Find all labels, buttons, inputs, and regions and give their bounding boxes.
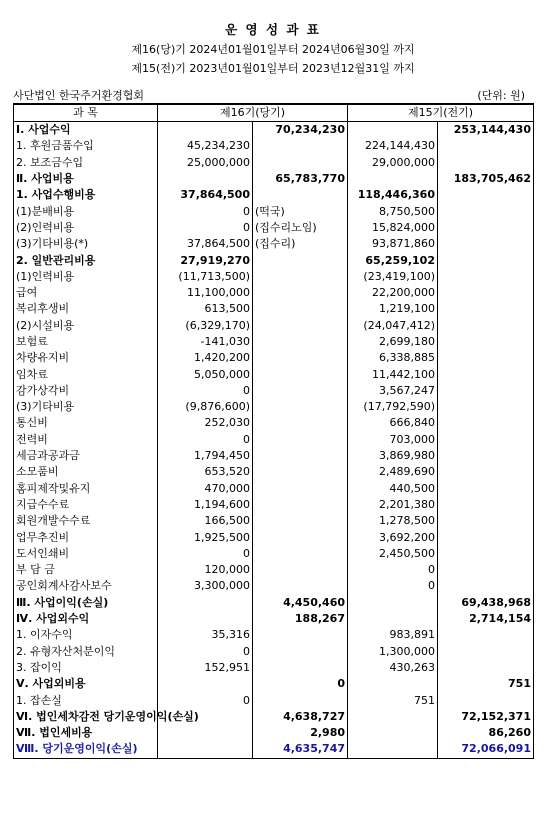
prior-detail-cell: 3,869,980 bbox=[348, 448, 438, 464]
prior-total-cell bbox=[438, 464, 534, 480]
report-title: 운 영 성 과 표 bbox=[225, 22, 321, 37]
prior-total-cell bbox=[438, 546, 534, 562]
prior-detail-cell: 0 bbox=[348, 578, 438, 594]
current-total-cell: 4,638,727 bbox=[253, 709, 348, 725]
prior-total-cell bbox=[438, 334, 534, 350]
table-row bbox=[14, 741, 534, 758]
current-total-cell bbox=[253, 578, 348, 594]
note-cell: (떡국) bbox=[253, 203, 348, 219]
prior-detail-cell: (17,792,590) bbox=[348, 399, 438, 415]
prior-total-cell bbox=[438, 318, 534, 334]
current-total-cell bbox=[253, 187, 348, 203]
account-cell: 3. 잡이익 bbox=[14, 660, 158, 676]
account-cell: 임차료 bbox=[14, 366, 158, 382]
table-row bbox=[14, 481, 534, 497]
account-cell: 도서인쇄비 bbox=[14, 546, 158, 562]
account-cell: Ⅵ. 법인세차감전 당기운영이익(손실) bbox=[14, 709, 158, 725]
table-row bbox=[14, 578, 534, 594]
prior-total-cell bbox=[438, 627, 534, 643]
account-cell: 업무추진비 bbox=[14, 529, 158, 545]
current-detail-cell: 1,925,500 bbox=[158, 529, 253, 545]
current-detail-cell: 1,794,450 bbox=[158, 448, 253, 464]
prior-total-cell bbox=[438, 187, 534, 203]
table-row bbox=[14, 611, 534, 627]
current-total-cell: 65,783,770 bbox=[253, 171, 348, 187]
prior-total-cell bbox=[438, 269, 534, 285]
current-detail-cell: 27,919,270 bbox=[158, 252, 253, 268]
table-row bbox=[14, 171, 534, 187]
account-cell: (2)시설비용 bbox=[14, 318, 158, 334]
prior-detail-cell bbox=[348, 122, 438, 139]
prior-total-cell bbox=[438, 155, 534, 171]
current-total-cell: 70,234,230 bbox=[253, 122, 348, 139]
current-detail-cell: 11,100,000 bbox=[158, 285, 253, 301]
account-cell: 차량유지비 bbox=[14, 350, 158, 366]
table-row bbox=[14, 627, 534, 643]
current-total-cell bbox=[253, 285, 348, 301]
current-total-cell bbox=[253, 138, 348, 154]
table-row bbox=[14, 236, 534, 252]
prior-total-cell bbox=[438, 203, 534, 219]
current-total-cell bbox=[253, 383, 348, 399]
prior-detail-cell: 1,278,500 bbox=[348, 513, 438, 529]
table-body bbox=[14, 122, 534, 759]
prior-detail-cell: 2,450,500 bbox=[348, 546, 438, 562]
prior-detail-cell bbox=[348, 676, 438, 692]
prior-total-cell: 253,144,430 bbox=[438, 122, 534, 139]
current-total-cell bbox=[253, 546, 348, 562]
table-row bbox=[14, 529, 534, 545]
prior-total-cell bbox=[438, 350, 534, 366]
account-cell: Ⅲ. 사업이익(손실) bbox=[14, 595, 158, 611]
table-row bbox=[14, 415, 534, 431]
current-detail-cell bbox=[158, 611, 253, 627]
account-cell: Ⅳ. 사업외수익 bbox=[14, 611, 158, 627]
table-row bbox=[14, 318, 534, 334]
table-row bbox=[14, 122, 534, 139]
current-detail-cell: 166,500 bbox=[158, 513, 253, 529]
account-cell: 복리후생비 bbox=[14, 301, 158, 317]
prior-detail-cell: 8,750,500 bbox=[348, 203, 438, 219]
current-detail-cell bbox=[158, 676, 253, 692]
prior-detail-cell: 2,489,690 bbox=[348, 464, 438, 480]
table-row bbox=[14, 252, 534, 268]
current-total-cell: 2,980 bbox=[253, 725, 348, 741]
account-cell: Ⅶ. 법인세비용 bbox=[14, 725, 158, 741]
current-total-cell: 4,450,460 bbox=[253, 595, 348, 611]
prior-detail-cell: 0 bbox=[348, 562, 438, 578]
prior-detail-cell: 751 bbox=[348, 692, 438, 708]
prior-detail-cell: 22,200,000 bbox=[348, 285, 438, 301]
current-detail-cell: (6,329,170) bbox=[158, 318, 253, 334]
account-cell: 지급수수료 bbox=[14, 497, 158, 513]
prior-detail-cell: 11,442,100 bbox=[348, 366, 438, 382]
table-row bbox=[14, 546, 534, 562]
current-detail-cell bbox=[158, 741, 253, 758]
current-detail-cell: 470,000 bbox=[158, 481, 253, 497]
prior-total-cell bbox=[438, 481, 534, 497]
current-detail-cell: 35,316 bbox=[158, 627, 253, 643]
prior-detail-cell: 3,567,247 bbox=[348, 383, 438, 399]
prior-total-cell bbox=[438, 383, 534, 399]
table-row bbox=[14, 269, 534, 285]
current-total-cell bbox=[253, 513, 348, 529]
prior-total-cell bbox=[438, 692, 534, 708]
period-current: 제16(당)기 2024년01월01일부터 2024년06월30일 까지 bbox=[131, 43, 415, 56]
current-total-cell bbox=[253, 660, 348, 676]
table-row bbox=[14, 366, 534, 382]
account-cell: Ⅴ. 사업외비용 bbox=[14, 676, 158, 692]
prior-total-cell: 86,260 bbox=[438, 725, 534, 741]
table-row bbox=[14, 432, 534, 448]
current-detail-cell: 1,420,200 bbox=[158, 350, 253, 366]
table-row bbox=[14, 497, 534, 513]
table-row bbox=[14, 725, 534, 741]
current-detail-cell: (11,713,500) bbox=[158, 269, 253, 285]
account-cell: (3)기타비용 bbox=[14, 399, 158, 415]
table-row bbox=[14, 448, 534, 464]
prior-total-cell bbox=[438, 562, 534, 578]
prior-detail-cell: 2,201,380 bbox=[348, 497, 438, 513]
current-total-cell bbox=[253, 350, 348, 366]
prior-detail-cell: 666,840 bbox=[348, 415, 438, 431]
account-cell: 감가상각비 bbox=[14, 383, 158, 399]
current-detail-cell: 0 bbox=[158, 546, 253, 562]
current-total-cell: 188,267 bbox=[253, 611, 348, 627]
account-cell: 보험료 bbox=[14, 334, 158, 350]
current-detail-cell: (9,876,600) bbox=[158, 399, 253, 415]
account-cell: 급여 bbox=[14, 285, 158, 301]
prior-detail-cell: 29,000,000 bbox=[348, 155, 438, 171]
current-total-cell bbox=[253, 692, 348, 708]
prior-detail-cell bbox=[348, 725, 438, 741]
current-detail-cell: 37,864,500 bbox=[158, 236, 253, 252]
table-row bbox=[14, 383, 534, 399]
prior-detail-cell: 93,871,860 bbox=[348, 236, 438, 252]
current-detail-cell: -141,030 bbox=[158, 334, 253, 350]
prior-detail-cell: 224,144,430 bbox=[348, 138, 438, 154]
current-detail-cell: 0 bbox=[158, 432, 253, 448]
account-cell: 전력비 bbox=[14, 432, 158, 448]
current-detail-cell bbox=[158, 122, 253, 139]
prior-total-cell bbox=[438, 513, 534, 529]
account-cell: Ⅱ. 사업비용 bbox=[14, 171, 158, 187]
table-header-row bbox=[14, 104, 534, 122]
current-detail-cell: 45,234,230 bbox=[158, 138, 253, 154]
prior-detail-cell: 118,446,360 bbox=[348, 187, 438, 203]
prior-total-cell bbox=[438, 220, 534, 236]
prior-total-cell bbox=[438, 301, 534, 317]
prior-detail-cell bbox=[348, 171, 438, 187]
account-cell: (1)인력비용 bbox=[14, 269, 158, 285]
current-total-cell bbox=[253, 562, 348, 578]
prior-detail-cell: 1,219,100 bbox=[348, 301, 438, 317]
prior-total-cell: 751 bbox=[438, 676, 534, 692]
current-total-cell bbox=[253, 269, 348, 285]
current-total-cell bbox=[253, 399, 348, 415]
current-total-cell bbox=[253, 155, 348, 171]
prior-total-cell: 72,066,091 bbox=[438, 741, 534, 758]
current-detail-cell bbox=[158, 595, 253, 611]
current-total-cell bbox=[253, 301, 348, 317]
account-cell: 1. 잡손실 bbox=[14, 692, 158, 708]
header-prior-period: 제15기(전기) bbox=[348, 104, 534, 122]
account-cell: 2. 보조금수입 bbox=[14, 155, 158, 171]
current-total-cell: 0 bbox=[253, 676, 348, 692]
table-row bbox=[14, 692, 534, 708]
prior-total-cell bbox=[438, 236, 534, 252]
prior-total-cell bbox=[438, 578, 534, 594]
table-row bbox=[14, 676, 534, 692]
current-detail-cell: 5,050,000 bbox=[158, 366, 253, 382]
prior-detail-cell: 1,300,000 bbox=[348, 644, 438, 660]
current-total-cell bbox=[253, 432, 348, 448]
table-row bbox=[14, 562, 534, 578]
prior-detail-cell: 703,000 bbox=[348, 432, 438, 448]
prior-detail-cell: 430,263 bbox=[348, 660, 438, 676]
prior-detail-cell: (24,047,412) bbox=[348, 318, 438, 334]
prior-detail-cell bbox=[348, 741, 438, 758]
prior-total-cell bbox=[438, 415, 534, 431]
current-detail-cell: 613,500 bbox=[158, 301, 253, 317]
current-detail-cell bbox=[158, 725, 253, 741]
account-cell: 2. 유형자산처분이익 bbox=[14, 644, 158, 660]
prior-total-cell bbox=[438, 252, 534, 268]
account-cell: 소모품비 bbox=[14, 464, 158, 480]
prior-total-cell bbox=[438, 399, 534, 415]
organization-name: 사단법인 한국주거환경협회 bbox=[13, 89, 145, 102]
account-cell: Ⅰ. 사업수익 bbox=[14, 122, 158, 139]
current-total-cell bbox=[253, 448, 348, 464]
table-row bbox=[14, 709, 534, 725]
prior-total-cell bbox=[438, 660, 534, 676]
prior-detail-cell: 3,692,200 bbox=[348, 529, 438, 545]
prior-detail-cell: 65,259,102 bbox=[348, 252, 438, 268]
unit-label: (단위: 원) bbox=[477, 89, 525, 102]
header-account: 과 목 bbox=[14, 104, 158, 122]
current-detail-cell: 25,000,000 bbox=[158, 155, 253, 171]
prior-detail-cell bbox=[348, 611, 438, 627]
prior-total-cell bbox=[438, 285, 534, 301]
prior-total-cell bbox=[438, 432, 534, 448]
prior-detail-cell: 15,824,000 bbox=[348, 220, 438, 236]
current-detail-cell: 37,864,500 bbox=[158, 187, 253, 203]
current-detail-cell bbox=[158, 171, 253, 187]
current-detail-cell: 120,000 bbox=[158, 562, 253, 578]
prior-detail-cell: 6,338,885 bbox=[348, 350, 438, 366]
current-detail-cell: 1,194,600 bbox=[158, 497, 253, 513]
current-total-cell bbox=[253, 627, 348, 643]
account-cell: (2)인력비용 bbox=[14, 220, 158, 236]
current-detail-cell: 252,030 bbox=[158, 415, 253, 431]
table-row bbox=[14, 350, 534, 366]
current-total-cell bbox=[253, 497, 348, 513]
prior-detail-cell: 2,699,180 bbox=[348, 334, 438, 350]
table-row bbox=[14, 138, 534, 154]
current-detail-cell: 3,300,000 bbox=[158, 578, 253, 594]
prior-total-cell bbox=[438, 644, 534, 660]
prior-total-cell bbox=[438, 497, 534, 513]
current-total-cell: 4,635,747 bbox=[253, 741, 348, 758]
current-total-cell bbox=[253, 464, 348, 480]
account-cell: 1. 후원금품수입 bbox=[14, 138, 158, 154]
prior-total-cell: 69,438,968 bbox=[438, 595, 534, 611]
current-detail-cell: 0 bbox=[158, 692, 253, 708]
current-detail-cell: 0 bbox=[158, 203, 253, 219]
account-cell: 1. 이자수익 bbox=[14, 627, 158, 643]
prior-detail-cell: 440,500 bbox=[348, 481, 438, 497]
account-cell: 1. 사업수행비용 bbox=[14, 187, 158, 203]
account-cell: 세금과공과금 bbox=[14, 448, 158, 464]
current-total-cell bbox=[253, 529, 348, 545]
table-row bbox=[14, 187, 534, 203]
account-cell: 통신비 bbox=[14, 415, 158, 431]
prior-total-cell bbox=[438, 529, 534, 545]
table-row bbox=[14, 399, 534, 415]
prior-total-cell bbox=[438, 448, 534, 464]
account-cell: 2. 일반관리비용 bbox=[14, 252, 158, 268]
current-total-cell bbox=[253, 318, 348, 334]
account-cell: 회원개발수수료 bbox=[14, 513, 158, 529]
income-statement-table bbox=[13, 103, 534, 759]
current-detail-cell: 152,951 bbox=[158, 660, 253, 676]
current-detail-cell: 0 bbox=[158, 383, 253, 399]
table-row bbox=[14, 334, 534, 350]
account-cell: 홈피제작및유지 bbox=[14, 481, 158, 497]
header-current-period: 제16기(당기) bbox=[158, 104, 348, 122]
current-detail-cell: 0 bbox=[158, 644, 253, 660]
prior-detail-cell: 983,891 bbox=[348, 627, 438, 643]
table-row bbox=[14, 285, 534, 301]
table-row bbox=[14, 513, 534, 529]
prior-detail-cell: (23,419,100) bbox=[348, 269, 438, 285]
account-cell: 부 담 금 bbox=[14, 562, 158, 578]
prior-detail-cell bbox=[348, 595, 438, 611]
account-cell: Ⅷ. 당기운영이익(손실) bbox=[14, 741, 158, 758]
prior-total-cell: 72,152,371 bbox=[438, 709, 534, 725]
table-row bbox=[14, 301, 534, 317]
table-row bbox=[14, 155, 534, 171]
prior-total-cell: 2,714,154 bbox=[438, 611, 534, 627]
prior-total-cell bbox=[438, 138, 534, 154]
table-row bbox=[14, 220, 534, 236]
current-detail-cell: 0 bbox=[158, 220, 253, 236]
table-row bbox=[14, 644, 534, 660]
account-cell: (3)기타비용(*) bbox=[14, 236, 158, 252]
prior-detail-cell bbox=[348, 709, 438, 725]
current-detail-cell: 653,520 bbox=[158, 464, 253, 480]
table-row bbox=[14, 660, 534, 676]
table-row bbox=[14, 595, 534, 611]
table-row bbox=[14, 203, 534, 219]
current-total-cell bbox=[253, 252, 348, 268]
current-total-cell bbox=[253, 334, 348, 350]
account-cell: (1)분배비용 bbox=[14, 203, 158, 219]
prior-total-cell: 183,705,462 bbox=[438, 171, 534, 187]
prior-total-cell bbox=[438, 366, 534, 382]
note-cell: (집수리노임) bbox=[253, 220, 348, 236]
current-total-cell bbox=[253, 644, 348, 660]
current-total-cell bbox=[253, 366, 348, 382]
current-total-cell bbox=[253, 415, 348, 431]
note-cell: (집수리) bbox=[253, 236, 348, 252]
current-total-cell bbox=[253, 481, 348, 497]
account-cell: 공인회계사감사보수 bbox=[14, 578, 158, 594]
period-prior: 제15(전)기 2023년01월01일부터 2023년12월31일 까지 bbox=[131, 62, 415, 75]
table-row bbox=[14, 464, 534, 480]
